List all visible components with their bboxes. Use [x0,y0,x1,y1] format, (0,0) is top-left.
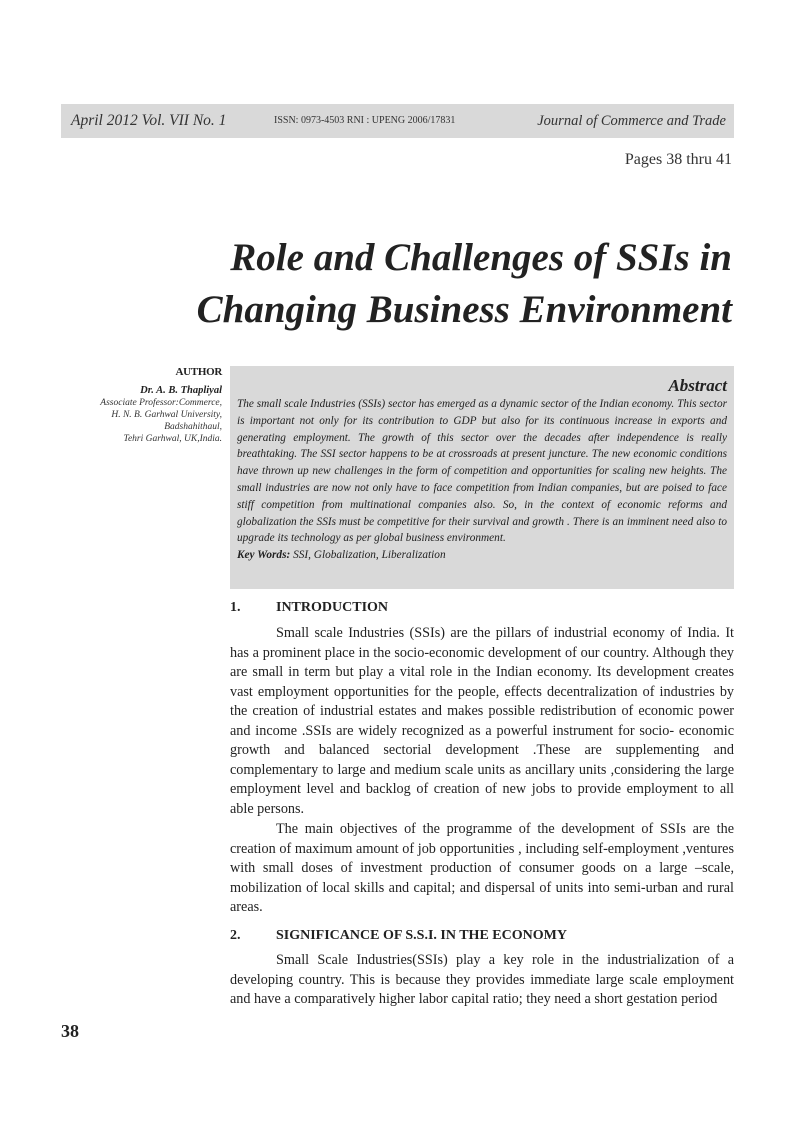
keywords-list: SSI, Globalization, Liberalization [290,549,446,562]
body-paragraph: The main objectives of the programme of the development of SSIs are the creation of maximum amount of job opportunities , including self-employment ,ventures with small doses of investment production of consumer goods on a large –scale, mobilization of local skills and capital; and dispersal of units into semi-urban and rural areas. [230,821,734,915]
author-affiliation-line: Badshahithaul, [164,422,222,432]
author-affiliation-line: Tehri Garhwal, UK,India. [123,434,222,444]
author-name: Dr. A. B. Thapliyal [140,385,222,396]
page-range: Pages 38 thru 41 [624,151,732,168]
section-number: 1. [230,600,241,615]
author-affiliation-line: H. N. B. Garhwal University, [111,410,222,420]
issue-info: April 2012 Vol. VII No. 1 [71,112,227,129]
section-number: 2. [230,928,241,943]
body-paragraph: Small Scale Industries(SSIs) play a key role in the industrialization of a developing country. This is because they provides immediate large scale employment and have a comparatively higher labor capital ratio; they need a short gestation period [230,952,734,1007]
journal-header-bar [61,104,734,138]
abstract-text: The small scale Industries (SSIs) sector has emerged as a dynamic sector of the Indian economy. This sector is important not only for its contribution to GDP but also for its continuous increase in exports and generating employment. The growth of this sector over the decades after independence is really breathtaking. The SSI sector happens to be at crossroads at present juncture. The new economic conditions have thrown up new challenges in the form of competition and opportunities for scaling new heights. The small industries are now not only have to face competition from Indian companies, but are poised to face stiff competition from multinational companies also. So, in the context of economic reforms and globalization the SSIs must be competitive for their survival and growth . There is an imminent need also to upgrade its technology as per global business environment. [237,398,727,545]
issn-info: ISSN: 0973-4503 RNI : UPENG 2006/17831 [274,115,456,126]
section-title: INTRODUCTION [276,600,389,615]
author-heading: AUTHOR [175,366,222,378]
journal-name: Journal of Commerce and Trade [537,113,726,129]
body-paragraph: Small scale Industries (SSIs) are the pillars of industrial economy of India. It has a prominent place in the socio-economic development of our country. Although they are small in term but play a vital role in the Indian economy. Its development creates vast employment opportunities for the people, effects decentralization of industries by the creation of industrial estates and makes possible redistribution of economic power and income .SSIs are widely recognized as a powerful instrument for socio- economic growth and balanced sectorial development .These are supplementing and complementary to large and medium scale units as ancillary units ,considering the large employment level and backlog of creation of new jobs to provide employment to all able persons. [230,625,734,817]
abstract-title: Abstract [668,376,727,395]
section-heading-significance [230,928,567,944]
section-title: SIGNIFICANCE OF S.S.I. IN THE ECONOMY [276,928,567,943]
article-title: Role and Challenges of SSIs in Changing Business Environment [196,236,732,331]
author-affiliation-line: Associate Professor:Commerce, [100,398,222,408]
abstract-box [230,366,734,589]
author-block [20,366,222,445]
section-heading-introduction [230,600,388,616]
keywords-line [237,547,727,564]
keywords-label: Key Words: [237,549,291,562]
page-number: 38 [61,1021,79,1041]
